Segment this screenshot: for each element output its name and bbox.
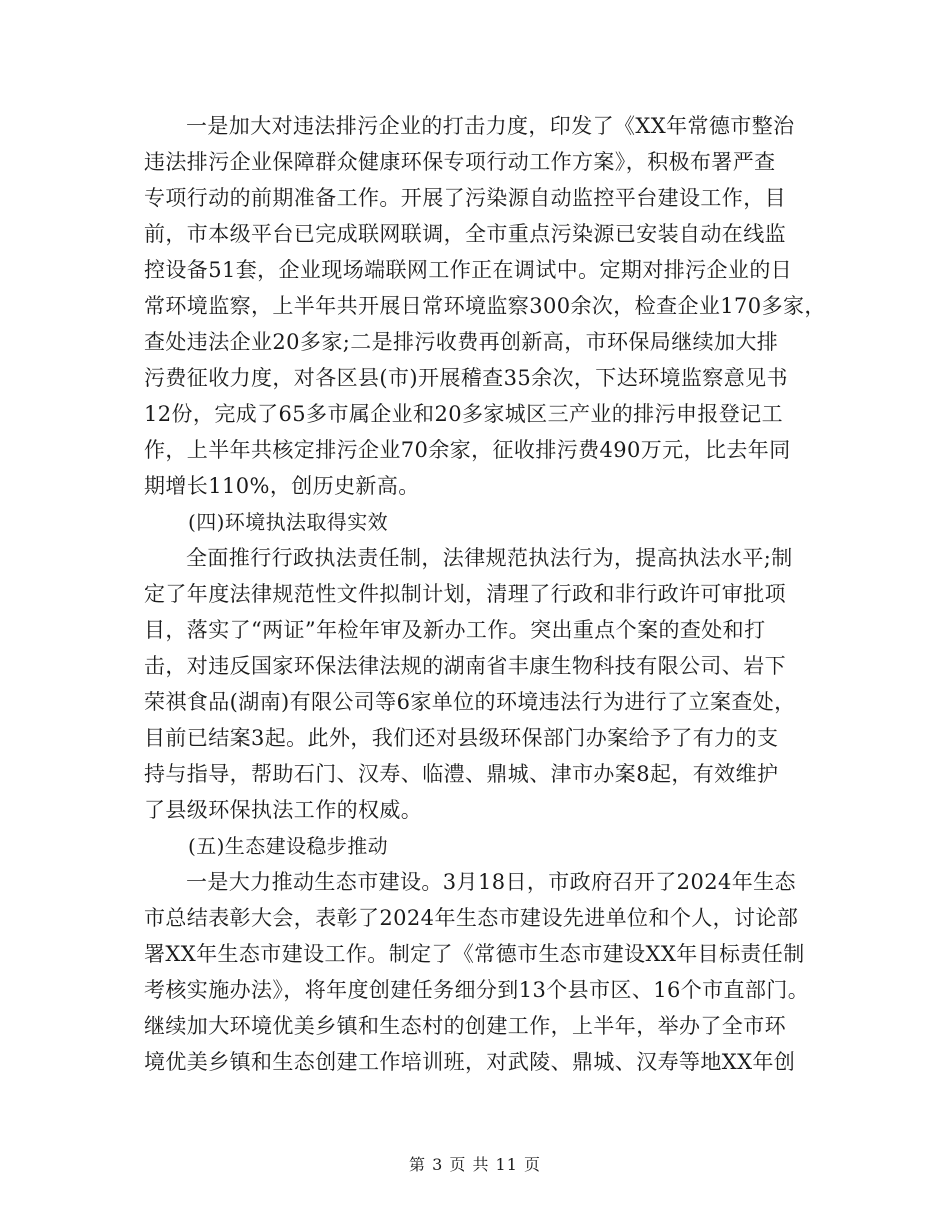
text-line: 12份，完成了65多市属企业和20多家城区三产业的排污申报登记工 <box>144 402 783 426</box>
text-line: 境优美乡镇和生态创建工作培训班，对武陵、鼎城、汉寿等地XX年创 <box>144 1050 796 1074</box>
text-line: (五)生态建设稳步推动 <box>188 834 389 858</box>
text-line: 继续加大环境优美乡镇和生态村的创建工作，上半年，举办了全市环 <box>144 1014 786 1038</box>
paragraph <box>144 540 834 828</box>
text-line: 荣祺食品(湖南)有限公司等6家单位的环境违法行为进行了立案查处， <box>144 690 796 714</box>
text-line: 考核实施办法》，将年度创建任务细分到13个县市区、16个市直部门。 <box>144 978 810 1002</box>
text-line: 常环境监察，上半年共开展日常环境监察300余次，检查企业170多家， <box>144 294 826 318</box>
text-line: 击，对违反国家环保法律法规的湖南省丰康生物科技有限公司、岩下 <box>144 654 786 678</box>
text-line: 持与指导，帮助石门、汉寿、临澧、鼎城、津市办案8起，有效维护 <box>144 762 779 786</box>
text-line: 一是大力推动生态市建设。3月18日，市政府召开了2024年生态 <box>186 870 796 894</box>
text-line: 署XX年生态市建设工作。制定了《常德市生态市建设XX年目标责任制 <box>144 942 805 966</box>
text-line: 控设备51套，企业现场端联网工作正在调试中。定期对排污企业的日 <box>144 258 793 282</box>
page-footer: 第 3 页 共 11 页 <box>409 1155 541 1174</box>
text-line: 专项行动的前期准备工作。开展了污染源自动监控平台建设工作，目 <box>144 186 786 210</box>
text-line: 作，上半年共核定排污企业70余家，征收排污费490万元，比去年同 <box>144 438 791 462</box>
text-line: 定了年度法律规范性文件拟制计划，清理了行政和非行政许可审批项 <box>144 582 786 606</box>
text-line: 污费征收力度，对各区县(市)开展稽查35余次，下达环境监察意见书 <box>144 366 788 390</box>
section-heading <box>144 828 834 864</box>
document-body <box>144 108 834 1080</box>
text-line: 违法排污企业保障群众健康环保专项行动工作方案》，积极布署严查 <box>144 150 776 174</box>
text-line: 一是加大对违法排污企业的打击力度，印发了《XX年常德市整治 <box>186 114 795 138</box>
text-line: 目，落实了“两证”年检年审及新办工作。突出重点个案的查处和打 <box>144 618 766 642</box>
paragraph <box>144 108 834 504</box>
text-line: 期增长110%，创历史新高。 <box>144 474 420 498</box>
text-line: 全面推行行政执法责任制，法律规范执法行为，提高执法水平;制 <box>186 546 793 570</box>
text-line: 查处违法企业20多家;二是排污收费再创新高，市环保局继续加大排 <box>144 330 779 354</box>
section-heading <box>144 504 834 540</box>
text-line: 了县级环保执法工作的权威。 <box>144 798 423 822</box>
text-line: (四)环境执法取得实效 <box>188 510 389 534</box>
text-line: 前，市本级平台已完成联网联调，全市重点污染源已安装自动在线监 <box>144 222 786 246</box>
paragraph <box>144 864 834 1080</box>
text-line: 目前已结案3起。此外，我们还对县级环保部门办案给予了有力的支 <box>144 726 779 750</box>
text-line: 市总结表彰大会，表彰了2024年生态市建设先进单位和个人，讨论部 <box>144 906 799 930</box>
